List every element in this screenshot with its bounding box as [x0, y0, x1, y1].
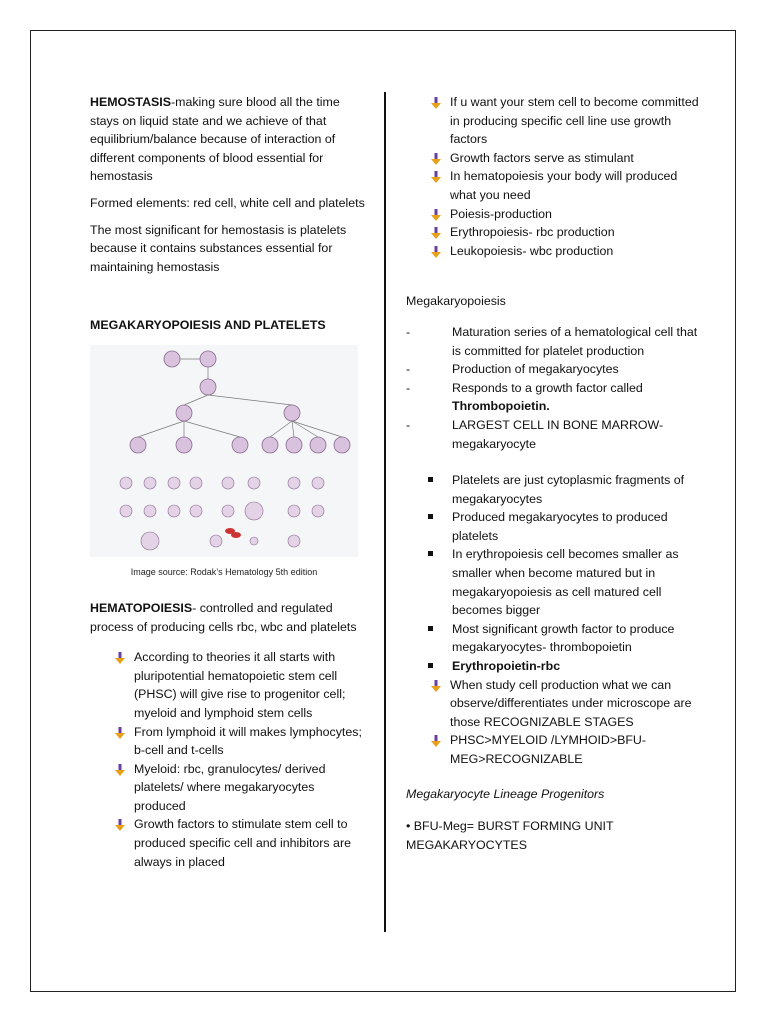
- list-item: Myeloid: rbc, granulocytes/ derived platelets/ where megakaryocytes produced: [114, 760, 365, 816]
- list-item: Erythropoietin-rbc: [406, 657, 706, 676]
- down-arrow-bullet-icon: [430, 97, 442, 109]
- hematopoiesis-paragraph: [90, 599, 365, 636]
- list-item: - LARGEST CELL IN BONE MARROW- megakaryocyte: [406, 417, 664, 451]
- megakaryopoiesis-dash-list: [406, 323, 706, 453]
- square-bullet-icon: [428, 663, 433, 668]
- formed-elements-paragraph: Formed elements: red cell, white cell and platelets: [90, 195, 365, 210]
- down-arrow-bullet-icon: [430, 153, 442, 165]
- left-column: [90, 93, 365, 871]
- thrombopoietin-term: Thrombopoietin.: [452, 399, 550, 414]
- dash-marker: -: [406, 417, 411, 432]
- platelet-facts-list: [406, 471, 706, 676]
- down-arrow-bullet-icon: [114, 727, 126, 739]
- hemostasis-paragraph: [90, 93, 365, 186]
- list-item: Produced megakaryocytes to produced platelets: [406, 508, 706, 545]
- list-item: Most significant growth factor to produce megakaryocytes- thrombopoietin: [406, 620, 706, 657]
- down-arrow-bullet-icon: [114, 764, 126, 776]
- down-arrow-bullet-icon: [114, 652, 126, 664]
- column-divider: [384, 92, 386, 932]
- hematopoiesis-bullet-list: [114, 648, 365, 871]
- list-item: PHSC>MYELOID /LYMHOID>BFU-MEG>RECOGNIZABLE: [430, 731, 706, 768]
- hemostasis-definition: -making sure blood all the time stays on liquid state and we achieve of that equilibrium/balance because of interaction of different components of blood essential for hemostasis: [90, 95, 340, 184]
- down-arrow-bullet-icon: [430, 171, 442, 183]
- list-item: Platelets are just cytoplasmic fragments of megakaryocytes: [406, 471, 706, 508]
- list-item: Poiesis-production: [430, 205, 706, 224]
- list-item: - Maturation series of a hematological cell that is committed for platelet production: [406, 324, 698, 358]
- down-arrow-bullet-icon: [430, 209, 442, 221]
- right-column: [406, 93, 706, 862]
- down-arrow-bullet-icon: [430, 735, 442, 747]
- hematopoiesis-diagram-figure: [90, 345, 358, 583]
- list-item: In hematopoiesis your body will produced what you need: [430, 167, 706, 204]
- lineage-progenitors-heading: Megakaryocyte Lineage Progenitors: [406, 786, 605, 801]
- bfu-meg-paragraph: • BFU-Meg= BURST FORMING UNIT MEGAKARYOCYTES: [406, 819, 614, 852]
- megakaryopoiesis-heading: Megakaryopoiesis: [406, 294, 506, 309]
- list-item: Growth factors serve as stimulant: [430, 149, 706, 168]
- list-item: - Responds to a growth factor called Thrombopoietin.: [406, 380, 643, 414]
- square-bullet-icon: [428, 626, 433, 631]
- list-item: According to theories it all starts with pluripotential hematopoietic stem cell (PHSC) will give rise to progenitor cell; myeloid and lymphoid stem cells: [114, 648, 365, 722]
- list-item: Leukopoiesis- wbc production: [430, 242, 706, 261]
- down-arrow-bullet-icon: [430, 227, 442, 239]
- platelets-significance-paragraph: The most significant for hemostasis is platelets because it contains substances essential for maintaining hemostasis: [90, 222, 347, 274]
- down-arrow-bullet-icon: [114, 819, 126, 831]
- down-arrow-bullet-icon: [430, 246, 442, 258]
- list-item: From lymphoid it will makes lymphocytes; b-cell and t-cells: [114, 723, 365, 760]
- square-bullet-icon: [428, 477, 433, 482]
- section-heading: MEGAKARYOPOIESIS AND PLATELETS: [90, 318, 326, 333]
- square-bullet-icon: [428, 551, 433, 556]
- down-arrow-bullet-icon: [430, 680, 442, 692]
- dash-marker: -: [406, 380, 411, 395]
- list-item: If u want your stem cell to become committed in producing specific cell line use growth factors: [430, 93, 706, 149]
- dash-marker: -: [406, 324, 411, 339]
- list-item: - Production of megakaryocytes: [406, 360, 706, 379]
- list-item: Erythropoiesis- rbc production: [430, 223, 706, 242]
- figure-caption: Image source: Rodak’s Hematology 5th edition: [130, 566, 318, 577]
- list-item: When study cell production what we can observe/differentiates under microscope are those RECOGNIZABLE STAGES: [430, 676, 706, 732]
- hematopoiesis-diagram-image: [90, 345, 358, 583]
- list-item: In erythropoiesis cell becomes smaller as smaller when become matured but in megakaryopoiesis as cell matured cell becomes bigger: [406, 545, 706, 619]
- hematopoiesis-definition: - controlled and regulated process of producing cells rbc, wbc and platelets: [90, 600, 357, 634]
- hematopoiesis-term: HEMATOPOIESIS: [90, 600, 193, 615]
- square-bullet-icon: [428, 514, 433, 519]
- recognizable-stages-list: [430, 676, 706, 769]
- dash-marker: -: [406, 362, 411, 377]
- list-item: Growth factors to stimulate stem cell to produced specific cell and inhibitors are always in placed: [114, 815, 365, 871]
- hemostasis-term: HEMOSTASIS: [90, 95, 172, 109]
- growth-factor-bullet-list: [430, 93, 706, 260]
